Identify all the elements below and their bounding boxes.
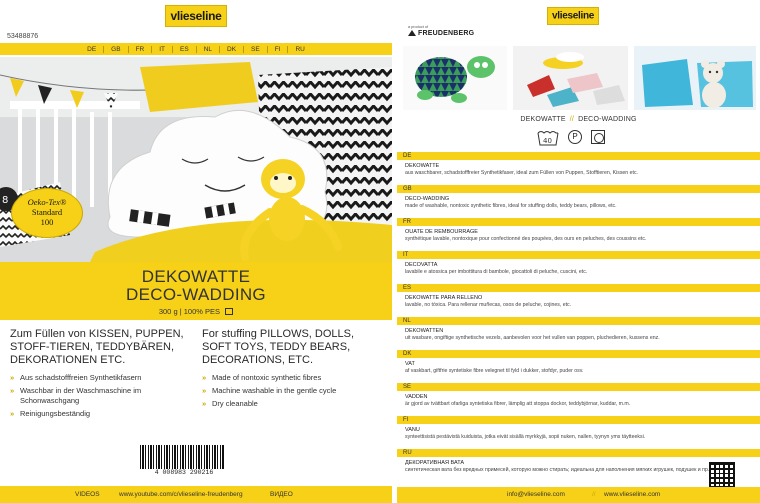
lang-dk: DK <box>220 46 244 53</box>
barcode-number: 4 008983 290216 <box>154 469 214 476</box>
lang-section-code: GB <box>397 185 760 193</box>
weight: 300 g <box>158 307 178 316</box>
lang-section-product-name: VADDEN <box>405 394 428 400</box>
professional-cleaning-p-icon: P <box>568 130 582 144</box>
english-description <box>202 328 382 412</box>
lang-section-product-name: OUATE DE REMBOURRAGE <box>405 229 478 235</box>
lang-section-product-name: DEKOWATTE PARA RELLENO <box>405 295 483 301</box>
en-lead: For stuffing PILLOWS, DOLLS, SOFT TOYS, TEDDY BEARS, DECORATIONS, ETC. <box>202 328 355 366</box>
lang-section-code: SE <box>397 383 760 391</box>
lang-section-de <box>397 152 760 177</box>
lang-fr: FR <box>129 46 153 53</box>
lang-section-code: DK <box>397 350 760 358</box>
lang-section-product-name: VANU <box>405 427 420 433</box>
front-footer <box>0 486 392 503</box>
lang-section-description: uit wasbare, ongiftige synthetische vezels, aanbevolen voor het vullen van poppen, pluchedieren, kussens enz. <box>405 335 660 341</box>
title-de: DEKOWATTE <box>141 267 251 286</box>
lang-nl: NL <box>197 46 220 53</box>
lang-section-description: aus waschbarer, schadstofffreier Synthetikfaser, ideal zum Füllen von Puppen, Stofftieren, Kissen etc. <box>405 170 638 176</box>
lang-de: DE <box>80 46 104 53</box>
product-heading: DEKOWATTE // DECO-WADDING <box>520 116 637 123</box>
list-item: » Reinigungsbeständig <box>10 409 190 419</box>
german-description <box>10 328 190 422</box>
lang-section-gb <box>397 185 760 210</box>
lang-section-es <box>397 284 760 309</box>
youtube-link[interactable]: www.youtube.com/c/vlieseline-freudenberg <box>119 491 243 498</box>
product-meta: 300 g | 100% PES <box>0 307 392 316</box>
vlieseline-logo: vlieseline <box>547 7 599 25</box>
lang-section-nl <box>397 317 760 342</box>
title-en: DECO-WADDING <box>126 285 266 304</box>
lang-es: ES <box>173 46 197 53</box>
lang-section-product-name: VAT <box>405 361 415 367</box>
lang-section-description: synthétique lavable, nontoxique pour confectionné des poupées, des ours en peluches, des coussins etc. <box>405 236 647 242</box>
lang-section-dk <box>397 350 760 375</box>
lang-section-code: ES <box>397 284 760 292</box>
lang-section-product-name: DEKOWATTE <box>405 163 440 169</box>
lang-section-code: DE <box>397 152 760 160</box>
thumbnail-photos <box>397 43 760 113</box>
lang-section-description: синтетическая вата без вредных примесей, которую можно стирать; идеальна для наполнения мягких игрушек, подушек и пр. <box>405 467 710 473</box>
lang-section-product-name: DEKOWATTEN <box>405 328 444 334</box>
lang-section-it <box>397 251 760 276</box>
qr-code[interactable] <box>709 462 735 488</box>
lang-ru: RU <box>295 45 305 53</box>
lang-section-product-name: DECO-WADDING <box>405 196 450 202</box>
videos-label: VIDEOS <box>75 491 100 498</box>
lang-section-description: lavabile e atossica per imbottitura di bambole, giocattoli di peluche, cuscini, etc. <box>405 269 588 275</box>
svg-text:8: 8 <box>2 195 9 206</box>
svg-text:40: 40 <box>543 137 552 145</box>
vlieseline-logo: vlieseline <box>165 5 227 27</box>
back-footer: info@vlieseline.com // www.vlieseline.com <box>397 487 760 503</box>
en-bullets <box>202 373 382 409</box>
list-item: » Made of nontoxic synthetic fibres <box>202 373 382 383</box>
lang-section-fr <box>397 218 760 243</box>
lang-section-code: NL <box>397 317 760 325</box>
video-ru-label: ВИДЕО <box>270 491 293 498</box>
lang-it: IT <box>152 46 173 53</box>
lang-section-description: synteettisistä pestävistä kuiduista, jotka eivät sisällä myrkkyjä, sopii nuken, nallen, tyynyn yms täytteeksi. <box>405 434 646 440</box>
oeko-tex-badge: Oeko-Tex® Standard 100 <box>11 188 83 238</box>
lang-section-description: af vaskbart, giftfrie syntetiske fibre velegnet til fyld i dukker, stofdyr, puder osv. <box>405 368 584 374</box>
lang-section-description: lavable, no tóxica. Para rellenar muñecas, osos de peluche, cojines, etc. <box>405 302 572 308</box>
composition: 100% PES <box>183 307 221 316</box>
sku-number: 53488876 <box>7 33 39 40</box>
lang-section-se <box>397 383 760 408</box>
lang-section-code: RU <box>397 449 760 457</box>
product-title-block <box>0 262 392 320</box>
lang-section-fi <box>397 416 760 441</box>
list-item: » Machine washable in the gentle cycle <box>202 386 382 396</box>
email-link[interactable]: info@vlieseline.com <box>507 491 565 498</box>
lang-se: SE <box>244 46 268 53</box>
de-lead: Zum Füllen von KISSEN, PUPPEN, STOFF-TIEREN, TEDDYBÄREN, DEKORATIONEN ETC. <box>10 328 184 366</box>
lang-section-code: IT <box>397 251 760 259</box>
brand-subtitle: a product of <box>408 25 429 29</box>
tumble-dry-icon <box>591 130 605 144</box>
list-item: » Waschbar in der Waschmaschine im Schonwaschgang <box>10 386 190 406</box>
barcode <box>140 445 224 469</box>
lang-section-product-name: ДЕКОРАТИВНАЯ ВАТА <box>405 460 465 466</box>
back-panel <box>397 0 760 503</box>
language-bar <box>0 43 392 55</box>
lang-section-description: är gjord av tvättbart ofarliga syntetiska fibrer, lämplig att stoppa dockor, teddybjörnar, kuddar, m.m. <box>405 401 631 407</box>
list-item: » Dry cleanable <box>202 399 382 409</box>
lang-section-code: FR <box>397 218 760 226</box>
lang-fi: FI <box>268 46 289 53</box>
checkbox-icon <box>225 308 233 315</box>
lang-section-ru <box>397 449 760 474</box>
wash-40-icon <box>537 129 559 147</box>
lang-section-description: made of washable, nontoxic synthetic fibres, ideal for stuffing dolls, teddy bears, pillows, etc. <box>405 203 617 209</box>
freudenberg-logo: FREUDENBERG <box>408 30 474 37</box>
website-link[interactable]: www.vlieseline.com <box>604 491 661 498</box>
de-bullets <box>10 373 190 419</box>
list-item: » Aus schadstofffreien Synthetikfasern <box>10 373 190 383</box>
lang-section-product-name: DECOVATTA <box>405 262 438 268</box>
lang-gb: GB <box>104 46 128 53</box>
lang-section-code: FI <box>397 416 760 424</box>
